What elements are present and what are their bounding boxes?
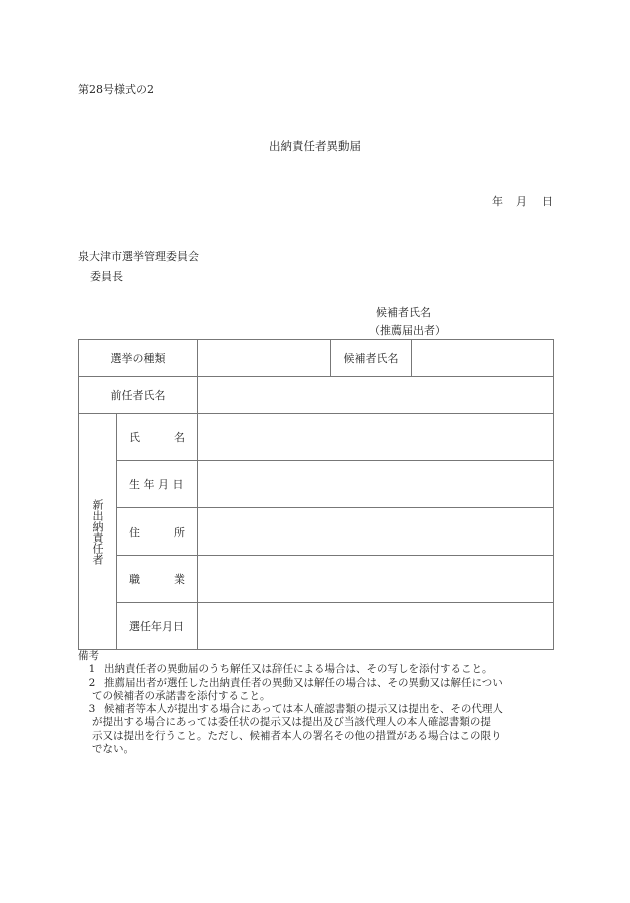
row-appointment-date	[79, 603, 554, 650]
address-label-left: 住	[129, 525, 140, 539]
date-year-label: 年	[492, 195, 503, 208]
notes-heading: 備考	[78, 650, 99, 662]
date-line	[492, 193, 553, 209]
note-text: 推薦届出者が選任した出納責任者の異動又は解任の場合は、その異動又は解任につい	[104, 676, 503, 689]
row-previous-officer	[79, 377, 554, 414]
election-type-field[interactable]	[198, 340, 331, 377]
notes-section	[78, 650, 558, 756]
occupation-label-right: 業	[174, 573, 185, 586]
note-item-1	[78, 663, 558, 676]
note-number: 1	[88, 663, 96, 676]
appointment-date-label: 選任年月日	[117, 603, 198, 650]
name-label	[117, 414, 198, 461]
document-title: 出納責任者異動届	[269, 139, 361, 153]
note-continuation: が提出する場合にあっては委任状の提示又は提出及び当該代理人の本人確認書類の提	[92, 716, 491, 729]
occupation-label-left: 職	[129, 573, 140, 586]
note-number: 2	[88, 676, 96, 689]
note-continuation: でない。	[92, 743, 134, 756]
address-label-right: 所	[174, 525, 185, 539]
addressee-position: 委員長	[90, 270, 123, 283]
submitter-sub-label: （推薦届出者）	[369, 324, 446, 337]
row-new-name	[79, 414, 554, 461]
change-notice-table	[78, 339, 554, 650]
candidate-name-label: 候補者氏名	[331, 340, 412, 377]
birthdate-label: 生 年 月 日	[117, 461, 198, 508]
addressee-organization: 泉大津市選挙管理委員会	[78, 250, 199, 263]
note-text: 候補者等本人が提出する場合にあっては本人確認書類の提示又は提出を、その代理人	[104, 703, 503, 716]
row-address	[79, 508, 554, 556]
row-birthdate	[79, 461, 554, 508]
candidate-name-field[interactable]	[412, 340, 554, 377]
previous-officer-field[interactable]	[198, 377, 554, 414]
note-continuation: 示又は提出を行うこと。ただし、候補者本人の署名その他の措置がある場合はこの限り	[92, 729, 502, 742]
appointment-date-field[interactable]	[198, 603, 554, 650]
date-month-label: 月	[516, 195, 527, 208]
address-label	[117, 508, 198, 556]
form-number: 第28号様式の2	[78, 83, 154, 96]
previous-officer-label: 前任者氏名	[79, 377, 198, 414]
note-item-2	[78, 677, 558, 690]
note-item-3	[78, 703, 558, 716]
birthdate-field[interactable]	[198, 461, 554, 508]
row-occupation	[79, 556, 554, 603]
note-text: 出納責任者の異動届のうち解任又は辞任による場合は、その写しを添付すること。	[104, 663, 493, 676]
new-officer-group-text: 新出納責任者	[91, 498, 104, 565]
note-continuation: ての候補者の承諾書を添付すること。	[92, 689, 271, 702]
election-type-label: 選挙の種類	[79, 340, 198, 377]
note-number: 3	[88, 703, 96, 716]
date-day-label: 日	[542, 195, 553, 208]
submitter-label: 候補者氏名	[376, 306, 431, 319]
name-label-left: 氏	[129, 431, 140, 444]
new-officer-group-label	[79, 414, 117, 650]
occupation-label	[117, 556, 198, 603]
name-field[interactable]	[198, 414, 554, 461]
occupation-field[interactable]	[198, 556, 554, 603]
name-label-right: 名	[174, 431, 185, 444]
row-election-type	[79, 340, 554, 377]
address-field[interactable]	[198, 508, 554, 556]
